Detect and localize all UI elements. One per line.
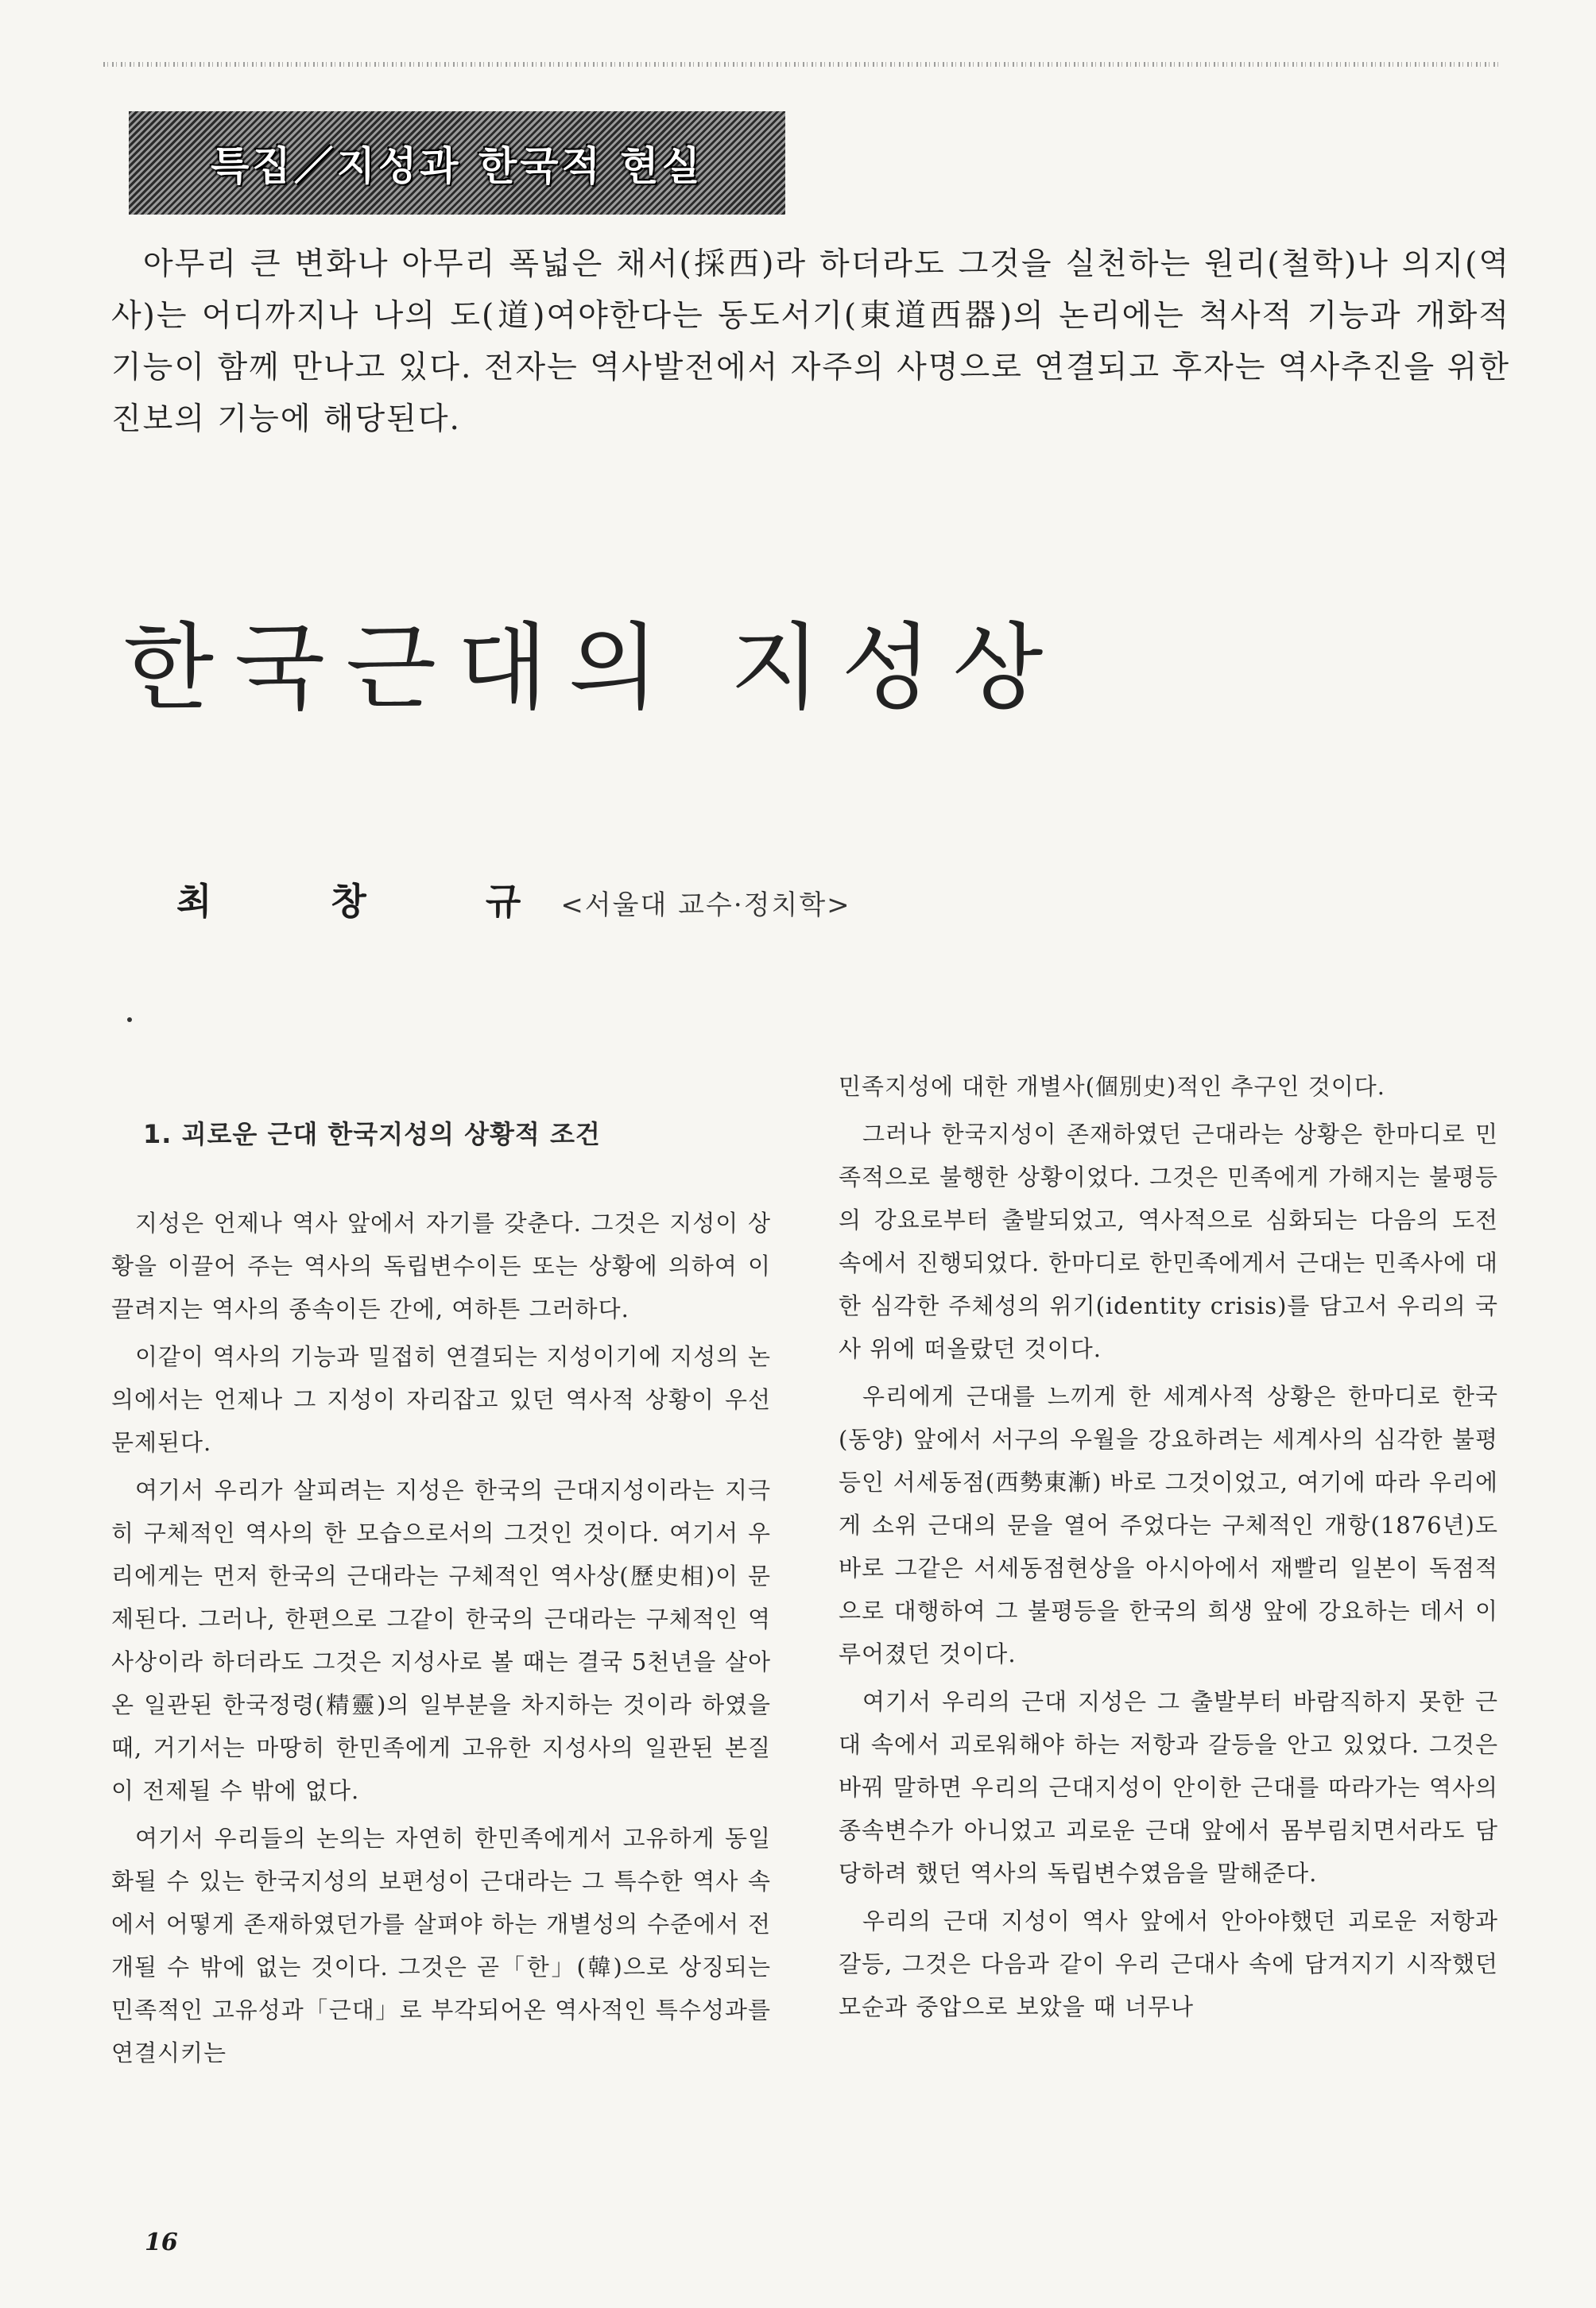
bullet-mark [127,1017,132,1022]
byline [176,873,851,925]
right-column [839,1065,1498,2033]
left-column [111,1113,771,2079]
feature-banner [129,111,785,215]
paragraph: 여기서 우리의 근대 지성은 그 출발부터 바람직하지 못한 근대 속에서 괴로워해야 하는 저항과 갈등을 안고 있었다. 그것은 바꿔 말하면 우리의 근대지성이 안이한 근대를 따라가는 역사의 종속변수가 아니었고 괴로운 근대 앞에서 몸부림치면서라도 담당하려 했던 역사의 독립변수였음을 말해준다. [839,1688,1498,1887]
paragraph: 우리의 근대 지성이 역사 앞에서 안아야했던 괴로운 저항과 갈등, 그것은 다음과 같이 우리 근대사 속에 담겨지기 시작했던 모순과 중압으로 보았을 때 너무나 [839,1907,1498,2020]
author-name: 최창규 [176,880,641,923]
paragraph: 그러나 한국지성이 존재하였던 근대라는 상황은 한마디로 민족적으로 불행한 상황이었다. 그것은 민족에게 가해지는 불평등의 강요로부터 출발되었고, 역사적으로 심화되는 다음의 도전 속에서 진행되었다. 한마디로 한민족에게서 근대는 민족사에 대한 심각한 주체성의 위기(identity crisis)를 담고서 우리의 국사 위에 떠올랐던 것이다. [839,1121,1498,1362]
section-heading: 1. 괴로운 근대 한국지성의 상황적 조건 [143,1119,601,1149]
paragraph: 여기서 우리가 살피려는 지성은 한국의 근대지성이라는 지극히 구체적인 역사의 한 모습으로서의 그것인 것이다. 여기서 우리에게는 먼저 한국의 근대라는 구체적인 역사상(歷史相)이 문제된다. 그러나, 한편으로 그같이 한국의 근대라는 구체적인 역사상이라 하더라도 그것은 지성사로 볼 때는 결국 5천년을 살아온 일관된 한국정령(精靈)의 일부분을 차지하는 것이라 하였을 때, 거기서는 마땅히 한민족에게 고유한 지성사의 일관된 본질이 전제될 수 밖에 없다. [111,1477,771,1804]
lead-paragraph: 아무리 큰 변화나 아무리 폭넓은 채서(採西)라 하더라도 그것을 실천하는 원리(철학)나 의지(역사)는 어디까지나 나의 도(道)여야한다는 동도서기(東道西器)의 논리에는 척사적 기능과 개화적 기능이 함께 만나고 있다. 전자는 역사발전에서 자주의 사명으로 연결되고 후자는 역사추진을 위한 진보의 기능에 해당된다. [111,246,1510,437]
article-title: 한국근대의 지성상 [123,613,1064,722]
author-affiliation: <서울대 교수·정치학> [560,889,851,921]
banner-text: 특집／지성과 한국적 현실 [211,143,703,189]
paragraph: 지성은 언제나 역사 앞에서 자기를 갖춘다. 그것은 지성이 상황을 이끌어 주는 역사의 독립변수이든 또는 상황에 의하여 이끌려지는 역사의 종속이든 간에, 여하튼 그러하다. [111,1210,771,1322]
top-decorative-rule [103,62,1502,67]
page-number: 16 [145,2229,178,2256]
paragraph: 우리에게 근대를 느끼게 한 세계사적 상황은 한마디로 한국(동양) 앞에서 서구의 우월을 강요하려는 세계사의 심각한 불평등인 서세동점(西勢東漸) 바로 그것이었고, 여기에 따라 우리에게 소위 근대의 문을 열어 주었다는 구체적인 개항(1876년)도 바로 그같은 서세동점현상을 아시아에서 재빨리 일본이 독점적으로 대행하여 그 불평등을 한국의 희생 앞에 강요하는 데서 이루어졌던 것이다. [839,1383,1498,1667]
paragraph: 민족지성에 대한 개별사(個別史)적인 추구인 것이다. [839,1073,1385,1100]
paragraph: 이같이 역사의 기능과 밀접히 연결되는 지성이기에 지성의 논의에서는 언제나 그 지성이 자리잡고 있던 역사적 상황이 우선 문제된다. [111,1343,771,1456]
paragraph: 여기서 우리들의 논의는 자연히 한민족에게서 고유하게 동일화될 수 있는 한국지성의 보편성이 근대라는 그 특수한 역사 속에서 어떻게 존재하였던가를 살펴야 하는 개별성의 수준에서 전개될 수 밖에 없는 것이다. 그것은 곧「한」(韓)으로 상징되는 민족적인 고유성과「근대」로 부각되어온 역사적인 특수성과를 연결시키는 [111,1825,771,2066]
